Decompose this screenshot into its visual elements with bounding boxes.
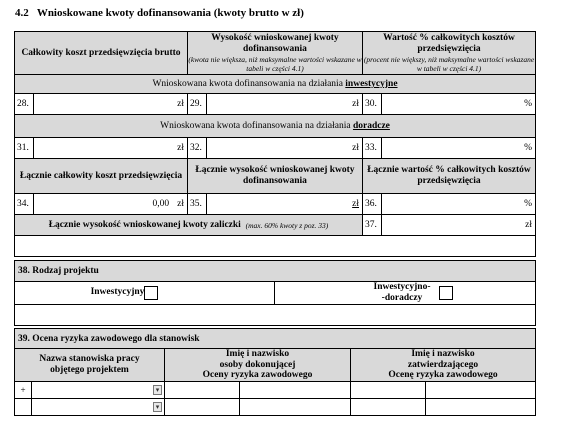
field-30-input[interactable]: %	[381, 93, 536, 115]
field-32-input[interactable]: zł	[206, 137, 363, 159]
field-number: 28.	[14, 93, 34, 115]
approver-last-name-input[interactable]	[425, 381, 536, 399]
field-number: 31.	[14, 137, 34, 159]
totals-requested-label: Łącznie wysokość wnioskowanej kwoty dofinansowania	[187, 158, 363, 194]
field-number: 29.	[187, 93, 207, 115]
field-number: 33.	[362, 137, 382, 159]
option-mixed-label: Inwestycyjno- -doradczy	[373, 282, 431, 304]
header-total-cost: Całkowity koszt przedsięwzięcia brutto	[14, 31, 188, 75]
add-row-button[interactable]: +	[14, 381, 32, 399]
investment-checkbox[interactable]	[144, 286, 158, 300]
field-number: 36.	[362, 193, 382, 215]
chevron-down-icon[interactable]: ▾	[153, 385, 162, 395]
approver-first-name-input[interactable]	[350, 398, 426, 416]
field-37-input[interactable]: zł	[381, 214, 536, 236]
field-34-input[interactable]: 0,00 zł	[33, 193, 188, 215]
position-select[interactable]	[31, 398, 165, 416]
risk-col-approver: Imię i nazwisko zatwierdzającego Ocenę ryzyka zawodowego	[350, 348, 536, 382]
band-advisory: Wnioskowana kwota dofinansowania na działania doradcze	[14, 114, 536, 138]
section-heading: Wnioskowane kwoty dofinansowania (kwoty brutto w zł)	[36, 7, 304, 19]
project-type-title: 38. Rodzaj projektu	[14, 260, 536, 282]
field-number: 34.	[14, 193, 34, 215]
section-number: 4.2	[15, 7, 29, 19]
assessor-first-name-input[interactable]	[164, 398, 240, 416]
field-28-input[interactable]: zł	[33, 93, 188, 115]
field-35-input[interactable]: zł	[206, 193, 363, 215]
empty-row	[14, 235, 536, 257]
approver-last-name-input[interactable]	[425, 398, 536, 416]
risk-title: 39. Ocena ryzyka zawodowego dla stanowisk	[14, 328, 536, 349]
field-36-input[interactable]: %	[381, 193, 536, 215]
approver-first-name-input[interactable]	[350, 381, 426, 399]
field-number: 35.	[187, 193, 207, 215]
row-marker	[14, 398, 32, 416]
empty-row	[14, 304, 536, 326]
field-31-input[interactable]: zł	[33, 137, 188, 159]
totals-total-cost-label: Łącznie całkowity koszt przedsięwzięcia	[14, 158, 188, 194]
assessor-last-name-input[interactable]	[239, 381, 351, 399]
section-title	[15, 7, 304, 19]
option-investment-label: Inwestycyjny	[90, 287, 145, 297]
position-select[interactable]	[31, 381, 165, 399]
field-29-input[interactable]: zł	[206, 93, 363, 115]
assessor-first-name-input[interactable]	[164, 381, 240, 399]
risk-col-position: Nazwa stanowiska pracy objętego projektem	[14, 348, 165, 382]
header-requested-amount: Wysokość wnioskowanej kwoty dofinansowania (kwota nie większa, niż maksymalne wartości wskazane w tabeli w części 4.1)	[187, 31, 363, 75]
assessor-last-name-input[interactable]	[239, 398, 351, 416]
advance-label: Łącznie wysokość wnioskowanej kwoty zaliczki (max. 60% kwoty z poz. 33)	[14, 214, 363, 236]
risk-col-assessor: Imię i nazwisko osoby dokonującej Oceny ryzyka zawodowego	[164, 348, 351, 382]
header-percent: Wartość % całkowitych kosztów przedsięwzięcia (procent nie większy, niż maksymalne wartości wskazane w tabeli w części 4.1)	[362, 31, 536, 75]
totals-percent-label: Łącznie wartość % całkowitych kosztów przedsięwzięcia	[362, 158, 536, 194]
field-33-input[interactable]: %	[381, 137, 536, 159]
band-investment: Wnioskowana kwota dofinansowania na działania inwestycyjne	[14, 74, 536, 94]
field-number: 32.	[187, 137, 207, 159]
field-number: 37.	[362, 214, 382, 236]
chevron-down-icon[interactable]: ▾	[153, 402, 162, 412]
mixed-checkbox[interactable]	[439, 286, 453, 300]
field-number: 30.	[362, 93, 382, 115]
